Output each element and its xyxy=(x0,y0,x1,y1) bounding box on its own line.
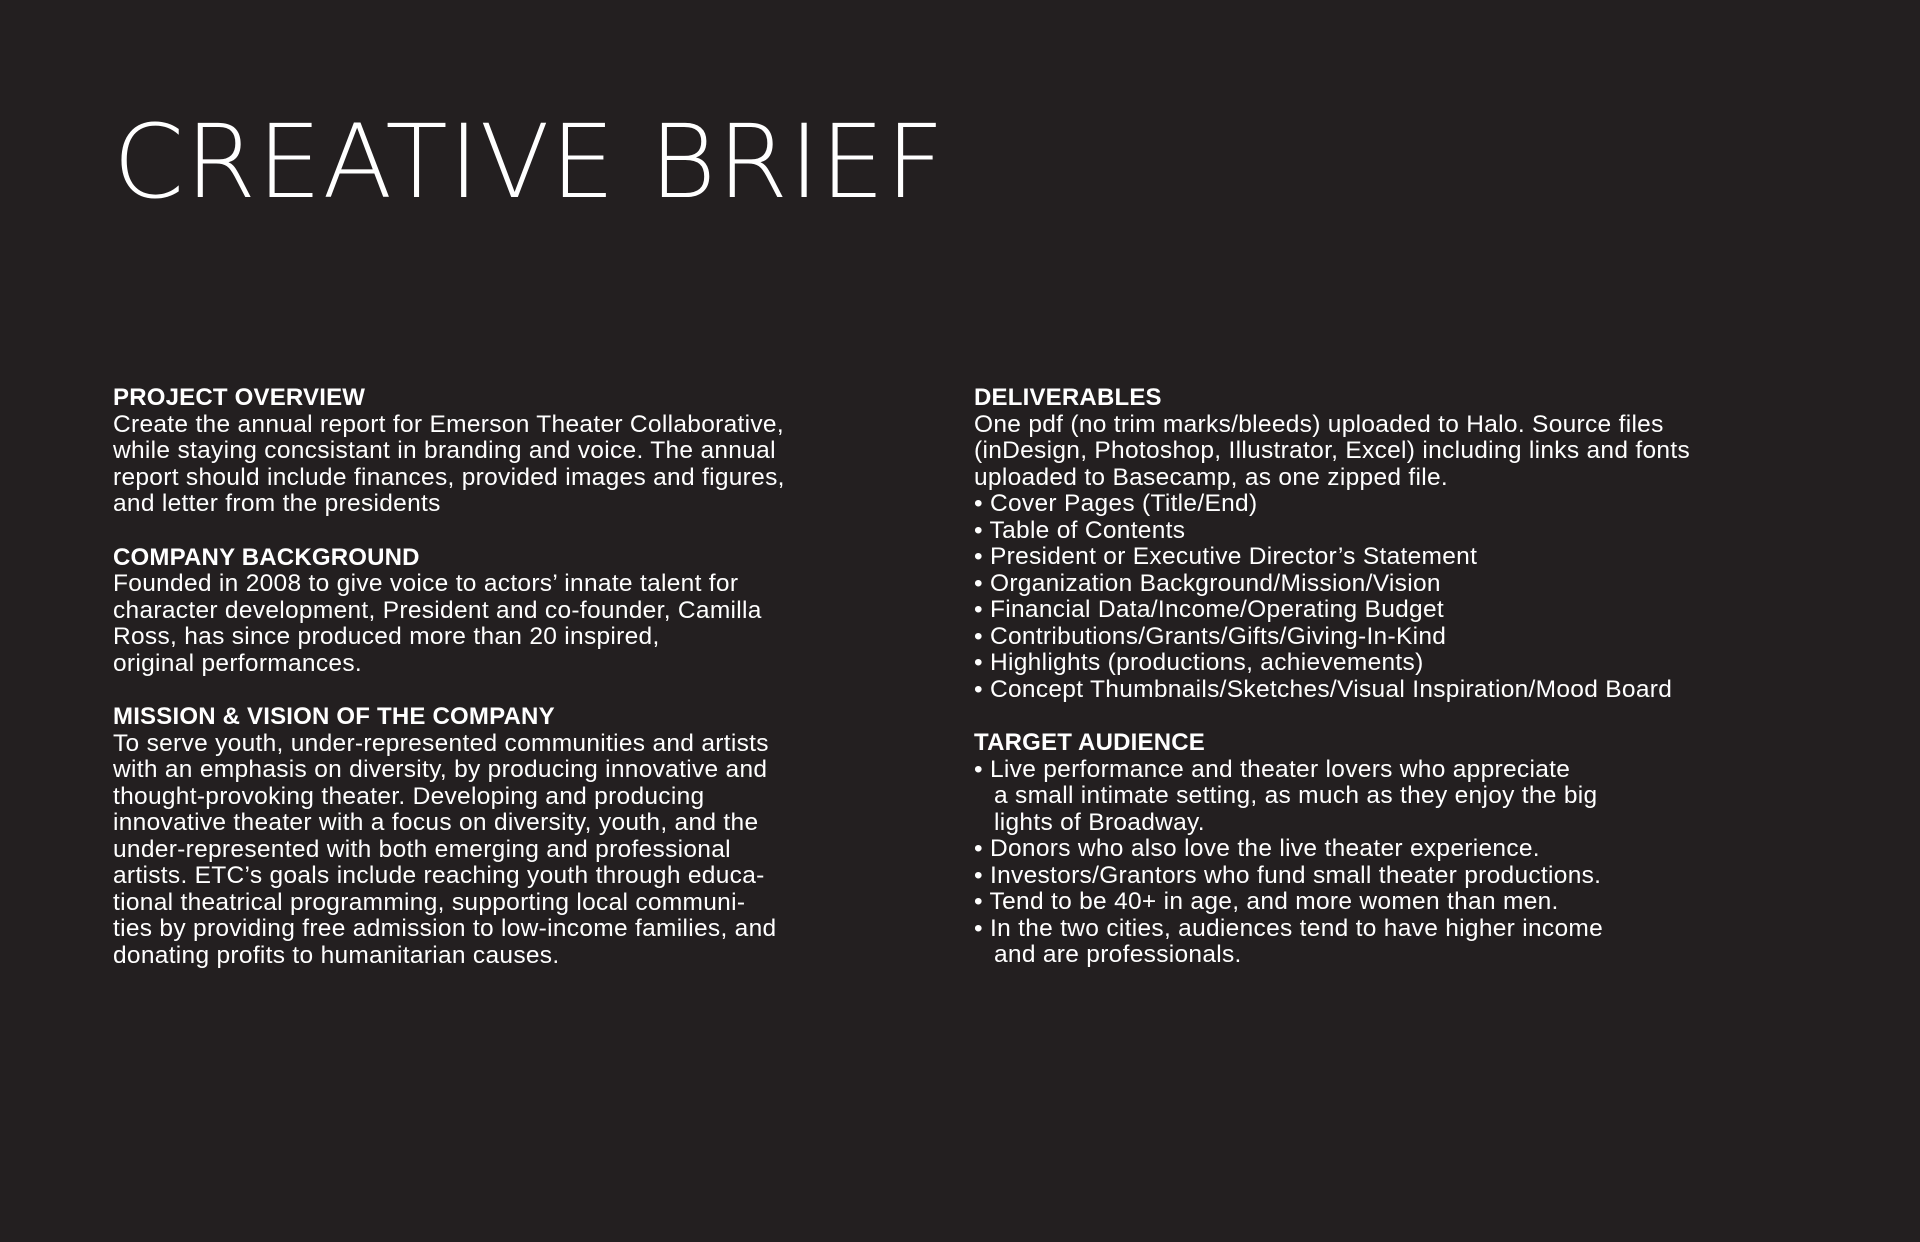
body-line: donating profits to humanitarian causes. xyxy=(113,941,560,969)
bullet-item: • Live performance and theater lovers who appreciate xyxy=(974,755,1571,783)
body-line: report should include finances, provided images and figures, xyxy=(113,463,785,491)
body-line: Founded in 2008 to give voice to actors’ innate talent for xyxy=(113,570,739,597)
body-line: artists. ETC’s goals include reaching youth through educa- xyxy=(113,862,765,889)
bullet-item: • Cover Pages (Title/End) xyxy=(974,490,1258,517)
body-line: under-represented with both emerging and professional xyxy=(113,835,731,863)
bullet-item: • Investors/Grantors who fund small theater productions. xyxy=(974,861,1602,889)
bullet-item: • Organization Background/Mission/Vision xyxy=(974,569,1441,597)
body-line: original performances. xyxy=(113,649,362,677)
body-line: uploaded to Basecamp, as one zipped file. xyxy=(974,463,1449,491)
body-line: Ross, has since produced more than 20 inspired, xyxy=(113,623,660,650)
body-line: thought-provoking theater. Developing and producing xyxy=(113,782,705,810)
body-line: ties by providing free admission to low-income families, and xyxy=(113,915,777,942)
section-heading: PROJECT OVERVIEW xyxy=(113,384,366,411)
section-target-audience xyxy=(974,730,1834,969)
body-line: and letter from the presidents xyxy=(113,490,441,517)
body-line: innovative theater with a focus on diversity, youth, and the xyxy=(113,809,759,836)
section-heading: TARGET AUDIENCE xyxy=(974,729,1205,756)
section-deliverables xyxy=(974,385,1834,703)
body-line: One pdf (no trim marks/bleeds) uploaded to Halo. Source files xyxy=(974,410,1664,438)
bullet-continuation: a small intimate setting, as much as they enjoy the big xyxy=(994,782,1598,809)
bullet-item: • Contributions/Grants/Gifts/Giving-In-Kind xyxy=(974,622,1447,650)
bullet-continuation: lights of Broadway. xyxy=(994,808,1205,836)
left-column xyxy=(113,385,913,996)
section-heading: DELIVERABLES xyxy=(974,384,1162,411)
right-column xyxy=(974,385,1834,996)
bullet-item: • Highlights (productions, achievements) xyxy=(974,649,1424,676)
bullet-item: • President or Executive Director’s Statement xyxy=(974,543,1478,570)
section-heading: MISSION & VISION OF THE COMPANY xyxy=(113,703,555,730)
section-mission-vision xyxy=(113,704,913,969)
body-line: Create the annual report for Emerson Theater Collaborative, xyxy=(113,410,784,438)
bullet-item: • Tend to be 40+ in age, and more women than men. xyxy=(974,888,1559,915)
section-heading: COMPANY BACKGROUND xyxy=(113,543,420,571)
bullet-item: • Donors who also love the live theater experience. xyxy=(974,835,1540,862)
body-line: character development, President and co-founder, Camilla xyxy=(113,596,762,624)
bullet-item: • Financial Data/Income/Operating Budget xyxy=(974,596,1444,623)
bullet-item: • Concept Thumbnails/Sketches/Visual Inspiration/Mood Board xyxy=(974,675,1673,703)
body-line: with an emphasis on diversity, by producing innovative and xyxy=(113,756,768,783)
section-company-background xyxy=(113,545,913,678)
bullet-item: • In the two cities, audiences tend to have higher income xyxy=(974,914,1604,942)
bullet-item: • Table of Contents xyxy=(974,516,1186,544)
body-line: (inDesign, Photoshop, Illustrator, Excel) including links and fonts xyxy=(974,437,1690,464)
bullet-continuation: and are professionals. xyxy=(994,941,1242,968)
body-line: To serve youth, under-represented communities and artists xyxy=(113,729,769,757)
page-title: CREATIVE BRIEF xyxy=(113,103,946,222)
body-line: tional theatrical programming, supporting local communi- xyxy=(113,888,746,916)
section-project-overview xyxy=(113,385,913,518)
body-line: while staying concsistant in branding and voice. The annual xyxy=(113,437,776,464)
